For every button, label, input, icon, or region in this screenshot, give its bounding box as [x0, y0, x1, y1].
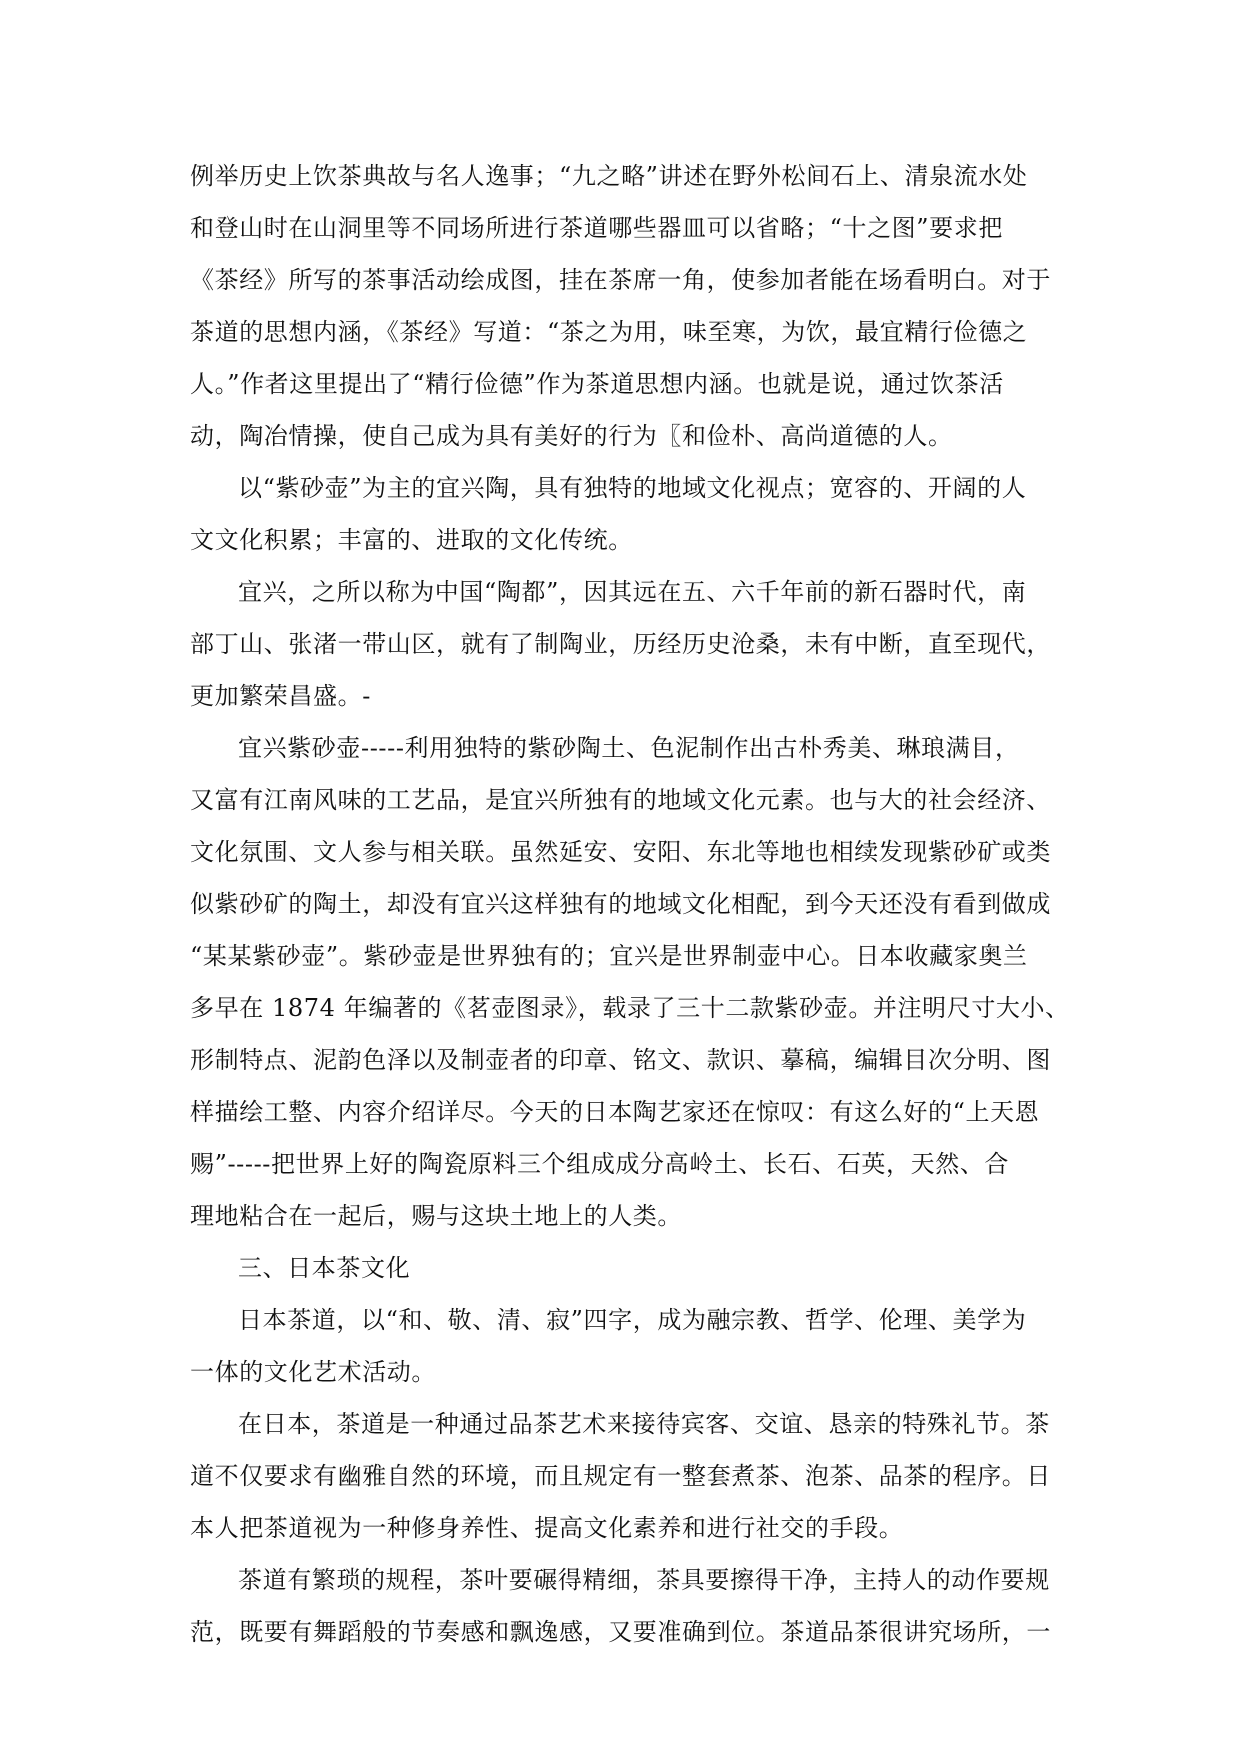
text-line: 茶道有繁琐的规程，茶叶要碾得精细，茶具要擦得干净，主持人的动作要规	[238, 1566, 1050, 1594]
text-line: 又富有江南风味的工艺品，是宜兴所独有的地域文化元素。也与大的社会经济、	[190, 786, 1051, 814]
document-body	[190, 150, 1070, 1658]
text-line: 以“紫砂壶”为主的宜兴陶，具有独特的地域文化视点；宽容的、开阔的人	[238, 474, 1027, 502]
text-line: 宜兴紫砂壶-----利用独特的紫砂陶土、色泥制作出古朴秀美、琳琅满目，	[238, 734, 1020, 762]
paragraph	[190, 462, 1050, 566]
paragraph	[190, 1398, 1050, 1554]
text-line: 道不仅要求有幽雅自然的环境，而且规定有一整套煮茶、泡茶、品茶的程序。日	[190, 1462, 1051, 1490]
paragraph	[190, 1294, 1050, 1398]
text-line: 理地粘合在一起后，赐与这块土地上的人类。	[190, 1202, 682, 1230]
text-line: 文化氛围、文人参与相关联。虽然延安、安阳、东北等地也相续发现紫砂矿或类	[190, 838, 1051, 866]
paragraph	[190, 566, 1050, 722]
text-line: 日本茶道，以“和、敬、清、寂”四字，成为融宗教、哲学、伦理、美学为	[238, 1306, 1027, 1334]
paragraph	[190, 722, 1070, 1242]
text-line: 样描绘工整、内容介绍详尽。今天的日本陶艺家还在惊叹：有这么好的“上天恩	[190, 1098, 1040, 1126]
section-heading	[190, 1242, 1050, 1294]
text-line: 形制特点、泥韵色泽以及制壶者的印章、铭文、款识、摹稿，编辑目次分明、图	[190, 1046, 1051, 1074]
text-line: 一体的文化艺术活动。	[190, 1358, 436, 1386]
text-line: 茶道的思想内涵，《茶经》写道：“茶之为用，味至寒，为饮，最宜精行俭德之	[190, 318, 1028, 346]
section-heading-text: 三、日本茶文化	[238, 1254, 411, 1282]
text-line: 文文化积累；丰富的、进取的文化传统。	[190, 526, 633, 554]
text-line: 人。”作者这里提出了“精行俭德”作为茶道思想内涵。也就是说，通过饮茶活	[190, 370, 1004, 398]
text-line: 赐”-----把世界上好的陶瓷原料三个组成成分高岭土、长石、石英，天然、合	[190, 1150, 1010, 1178]
text-line: 本人把茶道视为一种修身养性、提高文化素养和进行社交的手段。	[190, 1514, 904, 1542]
text-line: 似紫砂矿的陶土，却没有宜兴这样独有的地域文化相配，到今天还没有看到做成	[190, 890, 1051, 918]
text-line: 部丁山、张渚一带山区，就有了制陶业，历经历史沧桑，未有中断，直至现代，	[190, 630, 1051, 658]
paragraph	[190, 1554, 1050, 1658]
text-line: 在日本，茶道是一种通过品茶艺术来接待宾客、交谊、恳亲的特殊礼节。茶	[238, 1410, 1050, 1438]
text-line: 和登山时在山洞里等不同场所进行茶道哪些器皿可以省略；“十之图”要求把	[190, 214, 1003, 242]
text-line: 例举历史上饮茶典故与名人逸事；“九之略”讲述在野外松间石上、清泉流水处	[190, 162, 1028, 190]
text-line: 动，陶冶情操，使自己成为具有美好的行为〖和俭朴、高尚道德的人。	[190, 422, 953, 450]
text-line: “某某紫砂壶”。紫砂壶是世界独有的；宜兴是世界制壶中心。日本收藏家奥兰	[190, 942, 1028, 970]
paragraph	[190, 150, 1050, 462]
text-line: 宜兴，之所以称为中国“陶都”，因其远在五、六千年前的新石器时代，南	[238, 578, 1027, 606]
text-line: 范，既要有舞蹈般的节奏感和飘逸感，又要准确到位。茶道品茶很讲究场所，一	[190, 1618, 1051, 1646]
text-line: 多早在 1874 年编著的《茗壶图录》，载录了三十二款紫砂壶。并注明尺寸大小、	[190, 994, 1070, 1022]
text-line: 《茶经》所写的茶事活动绘成图，挂在茶席一角，使参加者能在场看明白。对于	[190, 266, 1051, 294]
text-line: 更加繁荣昌盛。-	[190, 682, 371, 710]
